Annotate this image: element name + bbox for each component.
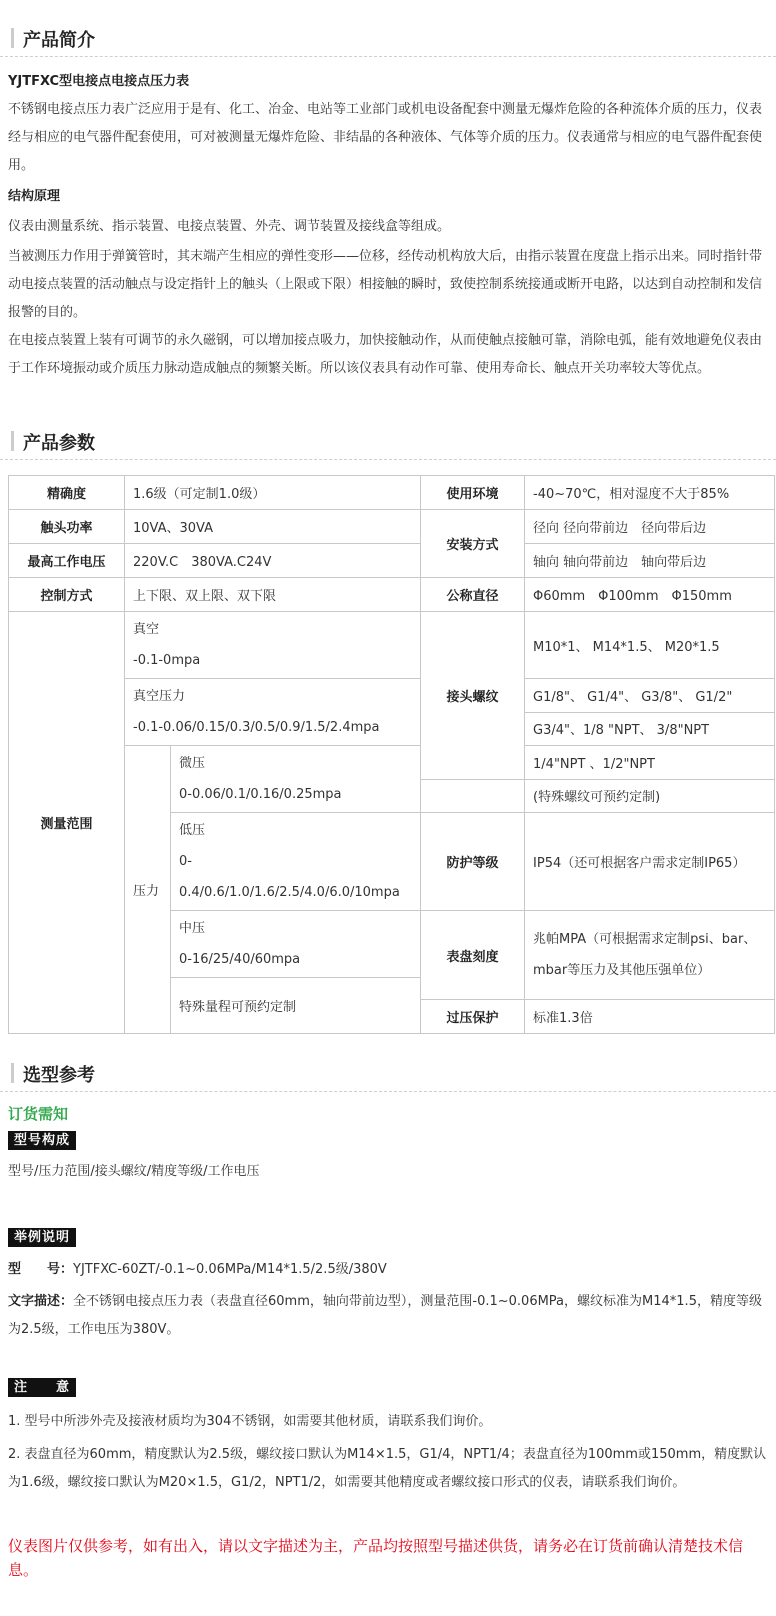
section-title-intro: 产品简介 bbox=[23, 30, 95, 51]
range-mid-value: 0-16/25/40/60mpa bbox=[179, 952, 301, 967]
product-description: 不锈钢电接点压力表广泛应用于是有、化工、冶金、电站等工业部门或机电设备配套中测量无爆炸危险的各种流体介质的压力，仪表经与相应的电气器件配套使用，可对被测量无爆炸危险、非结晶的各种液体、气体等介质的压力。仪表通常与相应的电气器件配套使用。 bbox=[8, 102, 763, 173]
range-vacuum-pressure-name: 真空压力 bbox=[133, 689, 186, 704]
notice-2: 2. 表盘直径为60mm，精度默认为2.5级，螺纹接口默认为M14×1.5，G1/4，NPT1/4；表盘直径为100mm或150mm，精度默认为1.6级，螺纹接口默认为M20×1.5，G1/2，NPT1/2，如需要其他精度或者螺纹接口形式的仪表，请联系我们询价。 bbox=[8, 1447, 767, 1490]
protection-label: 防护等级 bbox=[421, 813, 525, 911]
structure-paragraph-2: 当被测压力作用于弹簧管时，其末端产生相应的弹性变形——位移，经传动机构放大后，由指示装置在度盘上指示出来。同时指针带动电接点装置的活动触点与设定指针上的触头（上限或下限）相接触的瞬时，致使控制系统接通或断开电路，以达到自动控制和发信报警的目的。 bbox=[8, 249, 763, 320]
max-voltage-label: 最高工作电压 bbox=[9, 544, 125, 578]
section-header-params bbox=[0, 421, 776, 460]
range-pressure-label: 压力 bbox=[125, 746, 171, 1034]
overpressure-label: 过压保护 bbox=[421, 1000, 525, 1034]
contact-power-value: 10VA、30VA bbox=[125, 510, 421, 544]
thread-value-g-large: G3/4"、1/8 "NPT、 3/8"NPT bbox=[525, 712, 775, 746]
example-desc-label: 文字描述： bbox=[8, 1294, 74, 1309]
section-bar bbox=[11, 1063, 14, 1083]
dial-value bbox=[525, 911, 775, 1000]
environment-value: -40~70℃，相对湿度不大于85% bbox=[525, 476, 775, 510]
range-vacuum-pressure bbox=[125, 679, 421, 746]
range-vacuum-pressure-value: -0.1-0.06/0.15/0.3/0.5/0.9/1.5/2.4mpa bbox=[133, 720, 380, 735]
section-bar bbox=[11, 28, 14, 48]
structure-paragraph-1: 仪表由测量系统、指示装置、电接点装置、外壳、调节装置及接线盒等组成。 bbox=[8, 219, 451, 234]
range-label: 测量范围 bbox=[9, 612, 125, 1034]
section-bar bbox=[11, 431, 14, 451]
contact-power-label: 触头功率 bbox=[9, 510, 125, 544]
range-mid-name: 中压 bbox=[179, 921, 206, 936]
notice-tag: 注 意 bbox=[8, 1378, 76, 1397]
range-vacuum bbox=[125, 612, 421, 679]
structure-paragraph-3: 在电接点装置上装有可调节的永久磁钢，可以增加接点吸力，加快接触动作，从而使触点接触可靠，消除电弧，能有效地避免仪表由于工作环境振动或介质压力脉动造成触点的频繁关断。所以该仪表具有动作可靠、使用寿命长、触点开关功率较大等优点。 bbox=[8, 333, 763, 376]
model-formula: 型号/压力范围/接头螺纹/精度等级/工作电压 bbox=[8, 1164, 260, 1179]
thread-value-metric: M10*1、 M14*1.5、 M20*1.5 bbox=[525, 612, 775, 679]
max-voltage-value: 220V.C 380VA.C24V bbox=[125, 544, 421, 578]
example-tag: 举例说明 bbox=[8, 1228, 76, 1247]
disclaimer-note: 仪表图片仅供参考，如有出入，请以文字描述为主，产品均按照型号描述供货，请务必在订货前确认清楚技术信息。 bbox=[8, 1537, 744, 1579]
dial-value-line-1: 兆帕MPA（可根据需求定制psi、bar、 bbox=[533, 932, 757, 947]
product-title: YJTFXC型电接点电接点压力表 bbox=[8, 74, 190, 89]
thread-label: 接头螺纹 bbox=[421, 612, 525, 780]
thread-value-npt: 1/4"NPT 、1/2"NPT bbox=[525, 746, 775, 780]
range-vacuum-value: -0.1-0mpa bbox=[133, 653, 201, 668]
structure-title: 结构原理 bbox=[8, 189, 61, 204]
install-value-axial: 轴向 轴向带前边 轴向带后边 bbox=[525, 544, 775, 578]
accuracy-value: 1.6级（可定制1.0级） bbox=[125, 476, 421, 510]
install-label: 安装方式 bbox=[421, 510, 525, 578]
range-low bbox=[171, 813, 421, 911]
range-low-name: 低压 bbox=[179, 823, 206, 838]
overpressure-value: 标准1.3倍 bbox=[525, 1000, 775, 1034]
install-value-radial: 径向 径向带前边 径向带后边 bbox=[525, 510, 775, 544]
diameter-value: Φ60mm Φ100mm Φ150mm bbox=[525, 578, 775, 612]
thread-value-g-small: G1/8"、 G1/4"、 G3/8"、 G1/2" bbox=[525, 679, 775, 713]
control-label: 控制方式 bbox=[9, 578, 125, 612]
example-model-value: YJTFXC-60ZT/-0.1~0.06MPa/M14*1.5/2.5级/380V bbox=[73, 1262, 387, 1277]
thread-value-special: (特殊螺纹可预约定制) bbox=[525, 779, 775, 813]
example-model bbox=[8, 1256, 768, 1284]
environment-label: 使用环境 bbox=[421, 476, 525, 510]
dial-label: 表盘刻度 bbox=[421, 911, 525, 1000]
range-low-value: 0-0.4/0.6/1.0/1.6/2.5/4.0/6.0/10mpa bbox=[179, 854, 400, 900]
section-header-selection bbox=[0, 1053, 776, 1092]
dial-value-line-2: mbar等压力及其他压强单位） bbox=[533, 963, 711, 978]
section-header-intro bbox=[0, 18, 776, 57]
order-info-title: 订货需知 bbox=[8, 1105, 69, 1123]
range-vacuum-name: 真空 bbox=[133, 622, 160, 637]
range-micro-name: 微压 bbox=[179, 756, 206, 771]
range-micro-value: 0-0.06/0.1/0.16/0.25mpa bbox=[179, 787, 342, 802]
notice-1: 1. 型号中所涉外壳及接液材质均为304不锈钢，如需要其他材质，请联系我们询价。 bbox=[8, 1414, 492, 1429]
range-special: 特殊量程可预约定制 bbox=[171, 978, 421, 1034]
range-micro bbox=[171, 746, 421, 813]
section-title-selection: 选型参考 bbox=[23, 1065, 95, 1086]
accuracy-label: 精确度 bbox=[9, 476, 125, 510]
example-desc-value: 全不锈钢电接点压力表（表盘直径60mm，轴向带前边型），测量范围-0.1~0.06MPa，螺纹标准为M14*1.5，精度等级为2.5级，工作电压为380V。 bbox=[8, 1294, 762, 1337]
range-mid bbox=[171, 911, 421, 978]
thread-label-spacer bbox=[421, 779, 525, 813]
example-model-label: 型 号： bbox=[8, 1262, 74, 1277]
protection-value: IP54（还可根据客户需求定制IP65） bbox=[525, 813, 775, 911]
model-structure-tag: 型号构成 bbox=[8, 1131, 76, 1150]
diameter-label: 公称直径 bbox=[421, 578, 525, 612]
params-table bbox=[8, 475, 775, 1034]
example-description bbox=[8, 1288, 768, 1344]
section-title-params: 产品参数 bbox=[23, 433, 95, 454]
control-value: 上下限、双上限、双下限 bbox=[125, 578, 421, 612]
